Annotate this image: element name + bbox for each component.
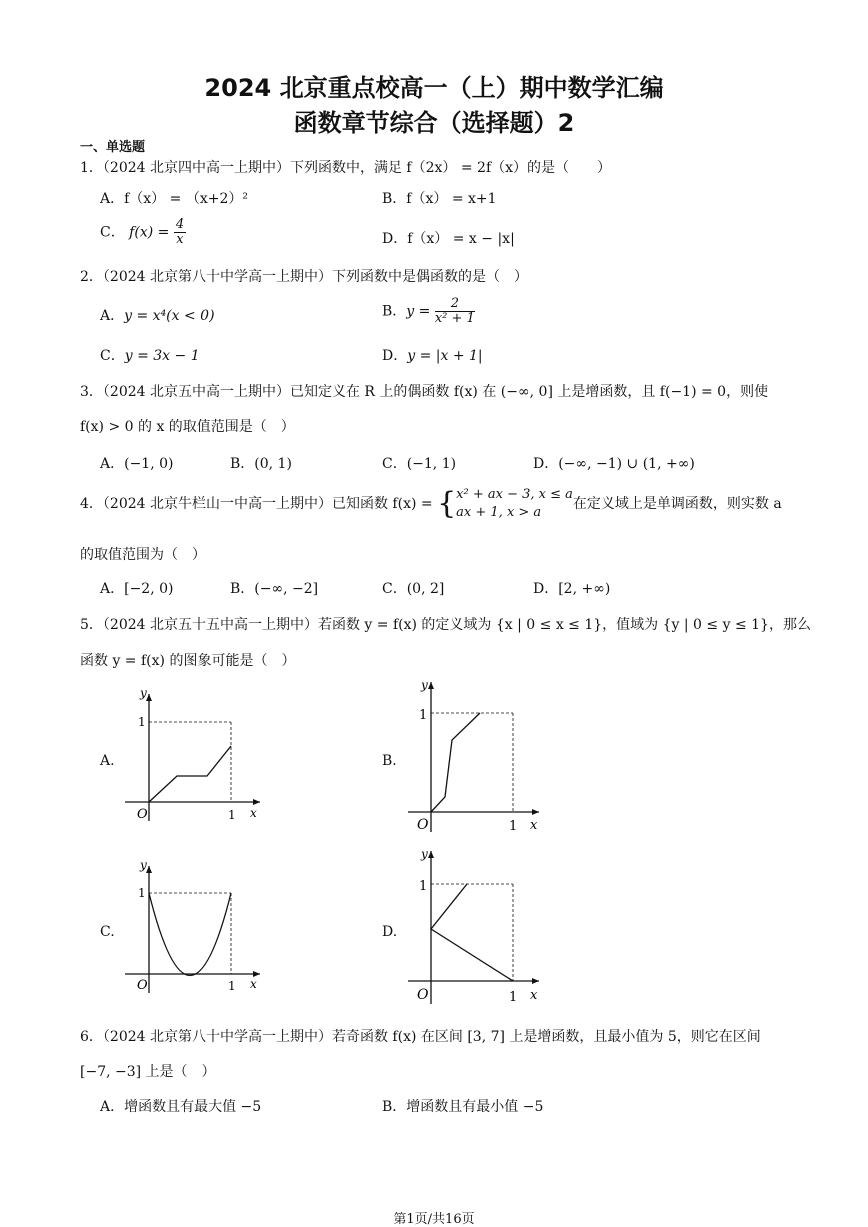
q3-option-b: B．(0, 1) — [230, 456, 292, 472]
x-arrow-icon — [532, 809, 539, 815]
q5-graph-c — [120, 858, 270, 998]
q5-option-c-label: C. — [100, 924, 115, 940]
q3-option-c: C．(−1, 1) — [382, 456, 457, 472]
q6-option-b: B．增函数且有最小值 −5 — [382, 1099, 544, 1115]
q5-option-b-label: B. — [382, 753, 397, 769]
document-title: 2024 北京重点校高一（上）期中数学汇编 — [204, 74, 664, 102]
y-arrow-icon — [146, 694, 152, 701]
q1-option-c-fraction: $\frac{4}{x}$ — [175, 217, 185, 247]
page-footer: 第1页/共16页 — [393, 1212, 475, 1227]
svg-text:y: y — [421, 678, 428, 692]
question-6-stem-line1: 6．（2024 北京第八十中学高一上期中）若奇函数 f(x) 在区间 [3, 7] 上是增函数，且最小值为 5，则它在区间 — [80, 1029, 761, 1045]
q3-option-d: D．(−∞, −1) ∪ (1, +∞) — [533, 456, 695, 472]
svg-text:1: 1 — [509, 819, 518, 834]
question-4-stem: 4．（2024 北京牛栏山一中高一上期中）已知函数 f(x) = {x² + ax − 3, x ≤ a ax + 1, x > a在定义域上是单调函数，则实数 a — [80, 486, 782, 521]
svg-text:O: O — [417, 817, 429, 833]
question-2-stem: 2．（2024 北京第八十中学高一上期中）下列函数中是偶函数的是（ ） — [80, 269, 528, 285]
q5-graph-b — [405, 677, 545, 837]
svg-text:O: O — [137, 978, 148, 993]
q2-option-c: C．y = 3x − 1 — [100, 348, 200, 364]
q5-graph-a — [120, 686, 270, 826]
x-arrow-icon — [532, 978, 539, 984]
piecewise-cases: x² + ax − 3, x ≤ a ax + 1, x > a — [456, 487, 573, 520]
document-subtitle: 函数章节综合（选择题）2 — [293, 109, 575, 137]
q2-option-b-fraction: $\frac{2}{\text{x² + 1}}$ — [434, 296, 475, 326]
svg-text:x: x — [250, 977, 257, 991]
q2-option-a: A．y = x⁴(x < 0) — [100, 308, 215, 324]
svg-text:y: y — [140, 686, 147, 700]
q1-option-d: D．f（x） = x − |x| — [382, 231, 515, 247]
svg-text:y: y — [140, 858, 147, 872]
svg-text:1: 1 — [228, 979, 236, 993]
q5-option-a-label: A. — [100, 753, 115, 769]
y-arrow-icon — [428, 851, 434, 858]
question-5-stem-line1: 5．（2024 北京五十五中高一上期中）若函数 y = f(x) 的定义域为 {x | 0 ≤ x ≤ 1}，值域为 {y | 0 ≤ y ≤ 1}，那么 — [80, 617, 811, 633]
svg-text:1: 1 — [228, 808, 236, 822]
svg-text:O: O — [137, 807, 148, 822]
function-curve — [431, 884, 513, 981]
svg-text:x: x — [250, 806, 257, 820]
x-arrow-icon — [253, 799, 260, 805]
function-curve — [149, 746, 231, 802]
svg-text:1: 1 — [419, 879, 428, 894]
function-curve — [431, 713, 480, 812]
q4-option-a: A．[−2, 0) — [100, 581, 174, 597]
question-1-stem: 1．（2024 北京四中高一上期中）下列函数中，满足 f（2x） = 2f（x）的是（ ） — [80, 160, 612, 176]
svg-text:y: y — [421, 847, 428, 861]
q5-option-d-label: D. — [382, 924, 398, 940]
q2-option-b: B．y = $\frac{2}{\text{x² + 1}}$ — [382, 296, 475, 326]
function-curve — [149, 893, 231, 976]
y-arrow-icon — [428, 682, 434, 689]
q3-option-a: A．(−1, 0) — [100, 456, 174, 472]
question-3-stem-line1: 3．（2024 北京五中高一上期中）已知定义在 R 上的偶函数 f(x) 在 (−∞, 0] 上是增函数，且 f(−1) = 0，则使 — [80, 384, 769, 400]
svg-text:x: x — [530, 818, 538, 833]
q1-option-a: A．f（x） = （x+2）² — [100, 191, 248, 207]
svg-text:1: 1 — [509, 990, 518, 1005]
svg-text:1: 1 — [138, 715, 146, 729]
q1-option-c-lhs: f(x) = — [129, 224, 174, 241]
q1-option-c-label: C． — [100, 224, 125, 241]
svg-text:x: x — [530, 988, 538, 1003]
y-arrow-icon — [146, 866, 152, 873]
q4-option-b: B．(−∞, −2] — [230, 581, 319, 597]
question-6-stem-line2: [−7, −3] 上是（ ） — [80, 1064, 216, 1080]
svg-text:O: O — [417, 987, 429, 1003]
q6-option-a: A．增函数且有最大值 −5 — [100, 1099, 262, 1115]
svg-text:1: 1 — [419, 708, 428, 723]
piecewise-brace: { — [437, 486, 457, 521]
question-4-stem-line2: 的取值范围为（ ） — [80, 547, 206, 563]
section-heading: 一、单选题 — [80, 140, 146, 155]
q4-option-c: C．(0, 2] — [382, 581, 445, 597]
q1-option-b: B．f（x） = x+1 — [382, 191, 497, 207]
q4-option-d: D．[2, +∞) — [533, 581, 611, 597]
q2-option-d: D．y = |x + 1| — [382, 348, 483, 364]
question-3-stem-line2: f(x) > 0 的 x 的取值范围是（ ） — [80, 419, 295, 435]
svg-text:1: 1 — [138, 886, 146, 900]
q1-option-c — [100, 218, 186, 247]
question-5-stem-line2: 函数 y = f(x) 的图象可能是（ ） — [80, 653, 296, 669]
q5-graph-d — [405, 846, 545, 1008]
